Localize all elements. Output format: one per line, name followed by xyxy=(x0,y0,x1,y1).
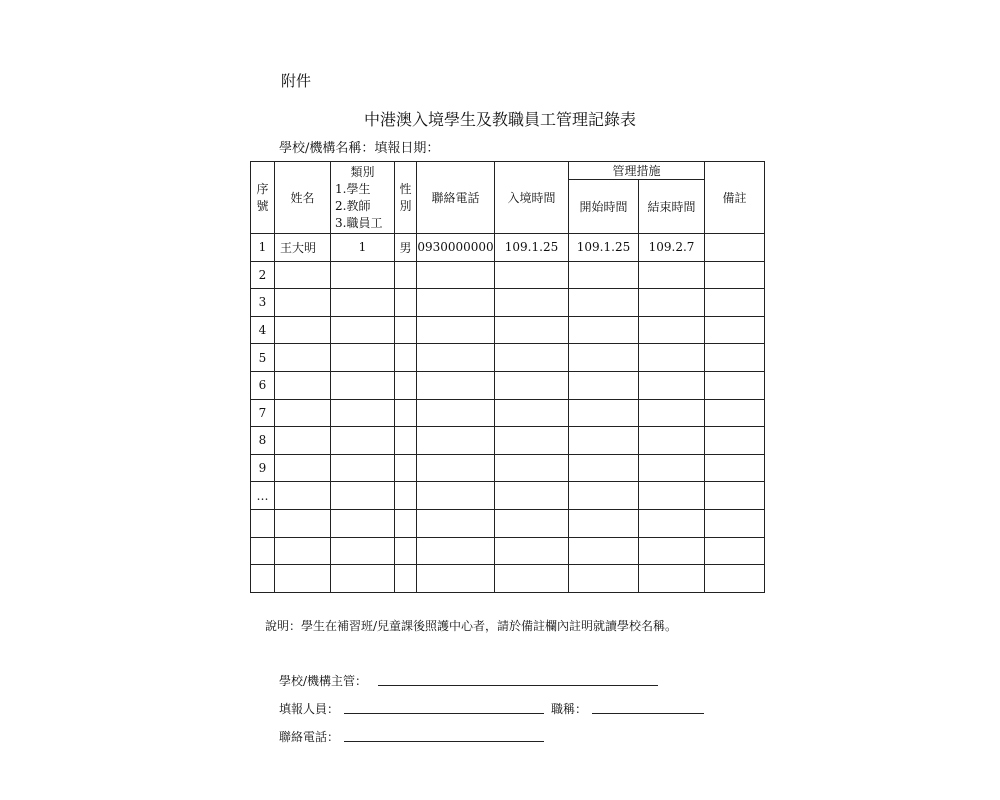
table-body xyxy=(251,234,765,593)
category-option-staff: 3.職員工 xyxy=(335,215,383,230)
end-time-cell[interactable] xyxy=(639,371,705,399)
name-cell[interactable] xyxy=(275,454,331,482)
end-time-cell[interactable] xyxy=(639,454,705,482)
entry-time-cell[interactable] xyxy=(495,261,569,289)
end-time-header-label: 結束時間 xyxy=(647,200,696,214)
category-cell[interactable] xyxy=(331,454,395,482)
table-row xyxy=(251,344,765,372)
name-cell[interactable] xyxy=(275,427,331,455)
phone-cell[interactable] xyxy=(417,371,495,399)
seq-cell[interactable]: … xyxy=(251,482,275,510)
gender-cell[interactable] xyxy=(395,316,417,344)
phone-cell[interactable] xyxy=(417,537,495,565)
phone-header-label: 聯絡電話 xyxy=(431,191,480,205)
category-cell[interactable] xyxy=(331,344,395,372)
document-title: 中港澳入境學生及教職員工管理記錄表 xyxy=(363,110,636,129)
seq-cell[interactable]: 7 xyxy=(251,399,275,427)
category-cell[interactable] xyxy=(331,482,395,510)
entry-time-cell[interactable] xyxy=(495,482,569,510)
start-time-cell[interactable] xyxy=(569,454,639,482)
name-cell[interactable] xyxy=(275,509,331,537)
start-time-cell[interactable] xyxy=(569,316,639,344)
name-cell[interactable] xyxy=(275,289,331,317)
end-time-cell[interactable] xyxy=(639,344,705,372)
entry-time-cell[interactable] xyxy=(495,454,569,482)
table-row xyxy=(251,509,765,537)
filler-signature-line[interactable] xyxy=(344,713,544,714)
start-time-cell[interactable] xyxy=(569,537,639,565)
supervisor-label: 學校/機構主管： xyxy=(279,674,368,688)
measures-group-label: 管理措施 xyxy=(612,164,661,178)
category-cell[interactable] xyxy=(331,399,395,427)
entry-time-cell[interactable] xyxy=(495,427,569,455)
remarks-cell[interactable] xyxy=(705,509,765,537)
phone-cell[interactable] xyxy=(417,427,495,455)
phone-cell[interactable] xyxy=(417,565,495,593)
remarks-cell[interactable] xyxy=(705,399,765,427)
name-cell[interactable] xyxy=(275,344,331,372)
phone-cell[interactable] xyxy=(417,261,495,289)
category-cell[interactable]: 1 xyxy=(331,234,395,262)
name-header xyxy=(275,162,331,234)
category-cell[interactable] xyxy=(331,289,395,317)
gender-header xyxy=(395,162,417,234)
name-cell[interactable]: 王大明 xyxy=(275,234,331,262)
phone-cell[interactable] xyxy=(417,454,495,482)
name-cell[interactable] xyxy=(275,399,331,427)
category-header xyxy=(331,162,395,234)
category-option-teacher: 2.教師 xyxy=(335,198,371,213)
entry-time-cell[interactable] xyxy=(495,509,569,537)
entry-time-cell[interactable] xyxy=(495,289,569,317)
table-row xyxy=(251,482,765,510)
seq-cell[interactable]: 8 xyxy=(251,427,275,455)
end-time-cell[interactable] xyxy=(639,509,705,537)
end-time-cell[interactable] xyxy=(639,565,705,593)
category-option-student: 1.學生 xyxy=(335,181,371,196)
table-row xyxy=(251,427,765,455)
table-row xyxy=(251,454,765,482)
phone-label: 聯絡電話： xyxy=(279,730,340,744)
entry-time-cell[interactable] xyxy=(495,344,569,372)
table-row xyxy=(251,261,765,289)
remarks-cell[interactable] xyxy=(705,234,765,262)
seq-cell[interactable]: 4 xyxy=(251,316,275,344)
start-time-cell[interactable] xyxy=(569,565,639,593)
category-cell[interactable] xyxy=(331,427,395,455)
phone-header xyxy=(417,162,495,234)
name-cell[interactable] xyxy=(275,316,331,344)
gender-cell[interactable] xyxy=(395,289,417,317)
table-row xyxy=(251,399,765,427)
gender-header-label: 性別 xyxy=(399,181,412,213)
gender-cell[interactable] xyxy=(395,427,417,455)
gender-cell[interactable] xyxy=(395,454,417,482)
gender-cell[interactable]: 男 xyxy=(395,234,417,262)
measures-group-header xyxy=(569,162,705,180)
seq-cell[interactable]: 9 xyxy=(251,454,275,482)
phone-cell[interactable] xyxy=(417,344,495,372)
entry-time-cell[interactable] xyxy=(495,399,569,427)
remarks-header xyxy=(705,162,765,234)
gender-cell[interactable] xyxy=(395,261,417,289)
end-time-cell[interactable] xyxy=(639,427,705,455)
gender-cell[interactable] xyxy=(395,509,417,537)
attachment-label: 附件 xyxy=(281,72,312,90)
phone-line[interactable] xyxy=(344,741,544,742)
name-header-label: 姓名 xyxy=(290,191,315,205)
gender-cell[interactable] xyxy=(395,371,417,399)
remarks-cell[interactable] xyxy=(705,371,765,399)
table-row xyxy=(251,316,765,344)
seq-header xyxy=(251,162,275,234)
entry-time-cell[interactable] xyxy=(495,565,569,593)
remarks-cell[interactable] xyxy=(705,454,765,482)
entry-time-cell[interactable]: 109.1.25 xyxy=(495,234,569,262)
name-cell[interactable] xyxy=(275,261,331,289)
start-time-cell[interactable] xyxy=(569,509,639,537)
remarks-cell[interactable] xyxy=(705,344,765,372)
remarks-cell[interactable] xyxy=(705,427,765,455)
table-row xyxy=(251,289,765,317)
supervisor-signature-line[interactable] xyxy=(378,685,658,686)
seq-cell[interactable]: 6 xyxy=(251,371,275,399)
remarks-cell[interactable] xyxy=(705,482,765,510)
seq-cell[interactable] xyxy=(251,565,275,593)
end-time-cell[interactable] xyxy=(639,316,705,344)
record-table xyxy=(250,161,765,593)
start-time-cell[interactable] xyxy=(569,289,639,317)
explanation-note: 說明：學生在補習班/兒童課後照護中心者，請於備註欄內註明就讀學校名稱。 xyxy=(265,619,678,633)
name-cell[interactable] xyxy=(275,565,331,593)
gender-cell[interactable] xyxy=(395,344,417,372)
table-row xyxy=(251,371,765,399)
entry-time-cell[interactable] xyxy=(495,316,569,344)
category-cell[interactable] xyxy=(331,371,395,399)
seq-cell[interactable] xyxy=(251,509,275,537)
seq-header-label: 序號 xyxy=(256,181,269,213)
start-time-cell[interactable] xyxy=(569,344,639,372)
name-cell[interactable] xyxy=(275,537,331,565)
category-cell[interactable] xyxy=(331,261,395,289)
table-row xyxy=(251,234,765,262)
job-title-label: 職稱： xyxy=(551,702,588,716)
start-time-cell[interactable] xyxy=(569,482,639,510)
remarks-cell[interactable] xyxy=(705,289,765,317)
name-cell[interactable] xyxy=(275,482,331,510)
entry-time-header-label: 入境時間 xyxy=(507,191,556,205)
end-time-cell[interactable]: 109.2.7 xyxy=(639,234,705,262)
phone-cell[interactable] xyxy=(417,482,495,510)
end-time-header xyxy=(639,180,705,234)
end-time-cell[interactable] xyxy=(639,289,705,317)
end-time-cell[interactable] xyxy=(639,482,705,510)
job-title-line[interactable] xyxy=(592,713,704,714)
school-and-date-line: 學校/機構名稱：填報日期： xyxy=(279,141,440,156)
remarks-cell[interactable] xyxy=(705,537,765,565)
start-time-cell[interactable]: 109.1.25 xyxy=(569,234,639,262)
entry-time-cell[interactable] xyxy=(495,371,569,399)
category-title: 類別 xyxy=(350,164,375,179)
start-time-header-label: 開始時間 xyxy=(579,200,628,214)
end-time-cell[interactable] xyxy=(639,537,705,565)
remarks-cell[interactable] xyxy=(705,316,765,344)
phone-cell[interactable] xyxy=(417,316,495,344)
seq-cell[interactable] xyxy=(251,537,275,565)
remarks-header-label: 備註 xyxy=(722,191,747,205)
entry-time-header xyxy=(495,162,569,234)
seq-cell[interactable]: 5 xyxy=(251,344,275,372)
category-cell[interactable] xyxy=(331,565,395,593)
seq-cell[interactable]: 1 xyxy=(251,234,275,262)
start-time-cell[interactable] xyxy=(569,371,639,399)
filler-label: 填報人員： xyxy=(279,702,340,716)
gender-cell[interactable] xyxy=(395,482,417,510)
entry-time-cell[interactable] xyxy=(495,537,569,565)
name-cell[interactable] xyxy=(275,371,331,399)
phone-cell[interactable]: 0930000000 xyxy=(417,234,495,262)
table-row xyxy=(251,565,765,593)
gender-cell[interactable] xyxy=(395,565,417,593)
category-cell[interactable] xyxy=(331,316,395,344)
end-time-cell[interactable] xyxy=(639,399,705,427)
category-cell[interactable] xyxy=(331,537,395,565)
start-time-cell[interactable] xyxy=(569,399,639,427)
seq-cell[interactable]: 2 xyxy=(251,261,275,289)
start-time-cell[interactable] xyxy=(569,427,639,455)
phone-cell[interactable] xyxy=(417,399,495,427)
seq-cell[interactable]: 3 xyxy=(251,289,275,317)
start-time-cell[interactable] xyxy=(569,261,639,289)
phone-cell[interactable] xyxy=(417,509,495,537)
end-time-cell[interactable] xyxy=(639,261,705,289)
remarks-cell[interactable] xyxy=(705,565,765,593)
phone-cell[interactable] xyxy=(417,289,495,317)
start-time-header xyxy=(569,180,639,234)
gender-cell[interactable] xyxy=(395,399,417,427)
table-row xyxy=(251,537,765,565)
category-cell[interactable] xyxy=(331,509,395,537)
remarks-cell[interactable] xyxy=(705,261,765,289)
gender-cell[interactable] xyxy=(395,537,417,565)
